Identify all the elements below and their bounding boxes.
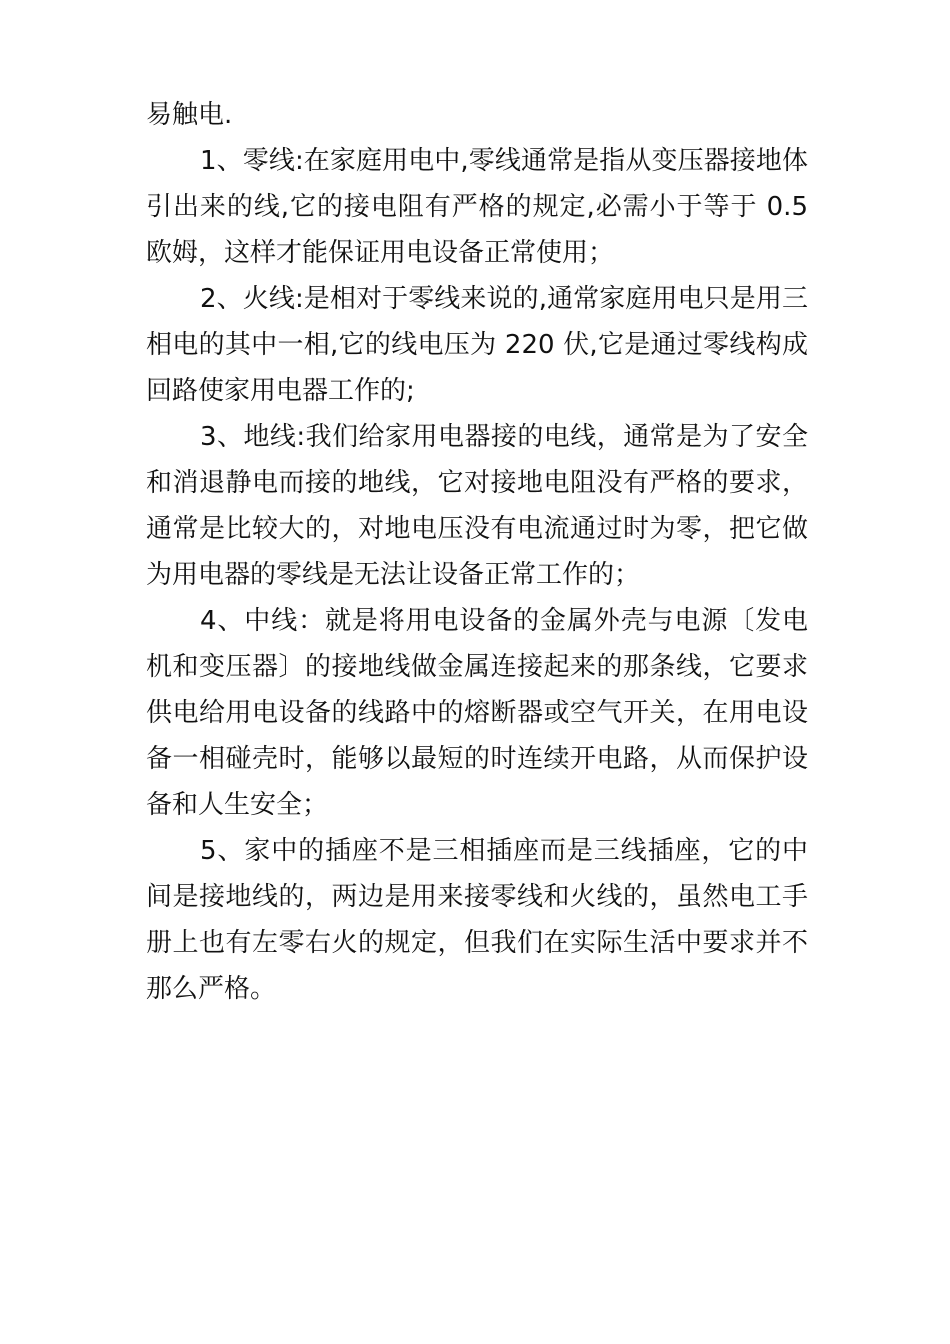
paragraph-ground-wire: 3、地线:我们给家用电器接的电线，通常是为了安全和消退静电而接的地线，它对接地电阻没有严格的要求，通常是比较大的，对地电压没有电流通过时为零，把它做为用电器的零线是无法让设备正常工作的； <box>146 422 808 590</box>
paragraph-socket: 5、家中的插座不是三相插座而是三线插座，它的中间是接地线的，两边是用来接零线和火线的，虽然电工手册上也有左零右火的规定，但我们在实际生活中要求并不那么严格。 <box>146 836 808 1004</box>
paragraph-continuation: 易触电. <box>146 100 233 130</box>
paragraph-middle-wire: 4、中线：就是将用电设备的金属外壳与电源〔发电机和变压器〕的接地线做金属连接起来的那条线，它要求供电给用电设备的线路中的熔断器或空气开关，在用电设备一相碰壳时，能够以最短的时连续开电路，从而保护设备和人生安全； <box>146 606 808 820</box>
document-body <box>146 92 808 1012</box>
paragraph-neutral-wire: 1、零线:在家庭用电中,零线通常是指从变压器接地体引出来的线,它的接电阻有严格的规定,必需小于等于 0.5 欧姆，这样才能保证用电设备正常使用； <box>146 146 808 268</box>
paragraph-live-wire: 2、火线:是相对于零线来说的,通常家庭用电只是用三相电的其中一相,它的线电压为 220 伏,它是通过零线构成回路使家用电器工作的; <box>146 284 808 406</box>
